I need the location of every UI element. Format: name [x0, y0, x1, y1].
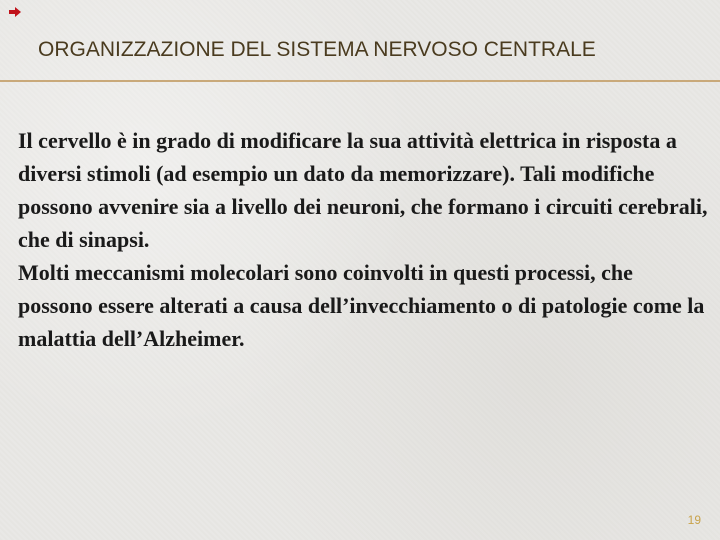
red-arrow-icon: [7, 4, 23, 20]
slide-title: ORGANIZZAZIONE DEL SISTEMA NERVOSO CENTRALE: [38, 38, 596, 61]
page-number: 19: [687, 513, 701, 527]
title-divider: [0, 80, 720, 82]
body-paragraph: Molti meccanismi molecolari sono coinvolti in questi processi, che possono essere alterati a causa dell’invecchiamento o di patologie come la malattia dell’Alzheimer.: [18, 260, 705, 351]
body-paragraph: Il cervello è in grado di modificare la sua attività elettrica in risposta a diversi stimoli (ad esempio un dato da memorizzare). Tali modifiche possono avvenire sia a livello dei neuroni, che formano i circuiti cerebrali, che di sinapsi.: [18, 128, 708, 252]
slide-body: [18, 124, 708, 355]
